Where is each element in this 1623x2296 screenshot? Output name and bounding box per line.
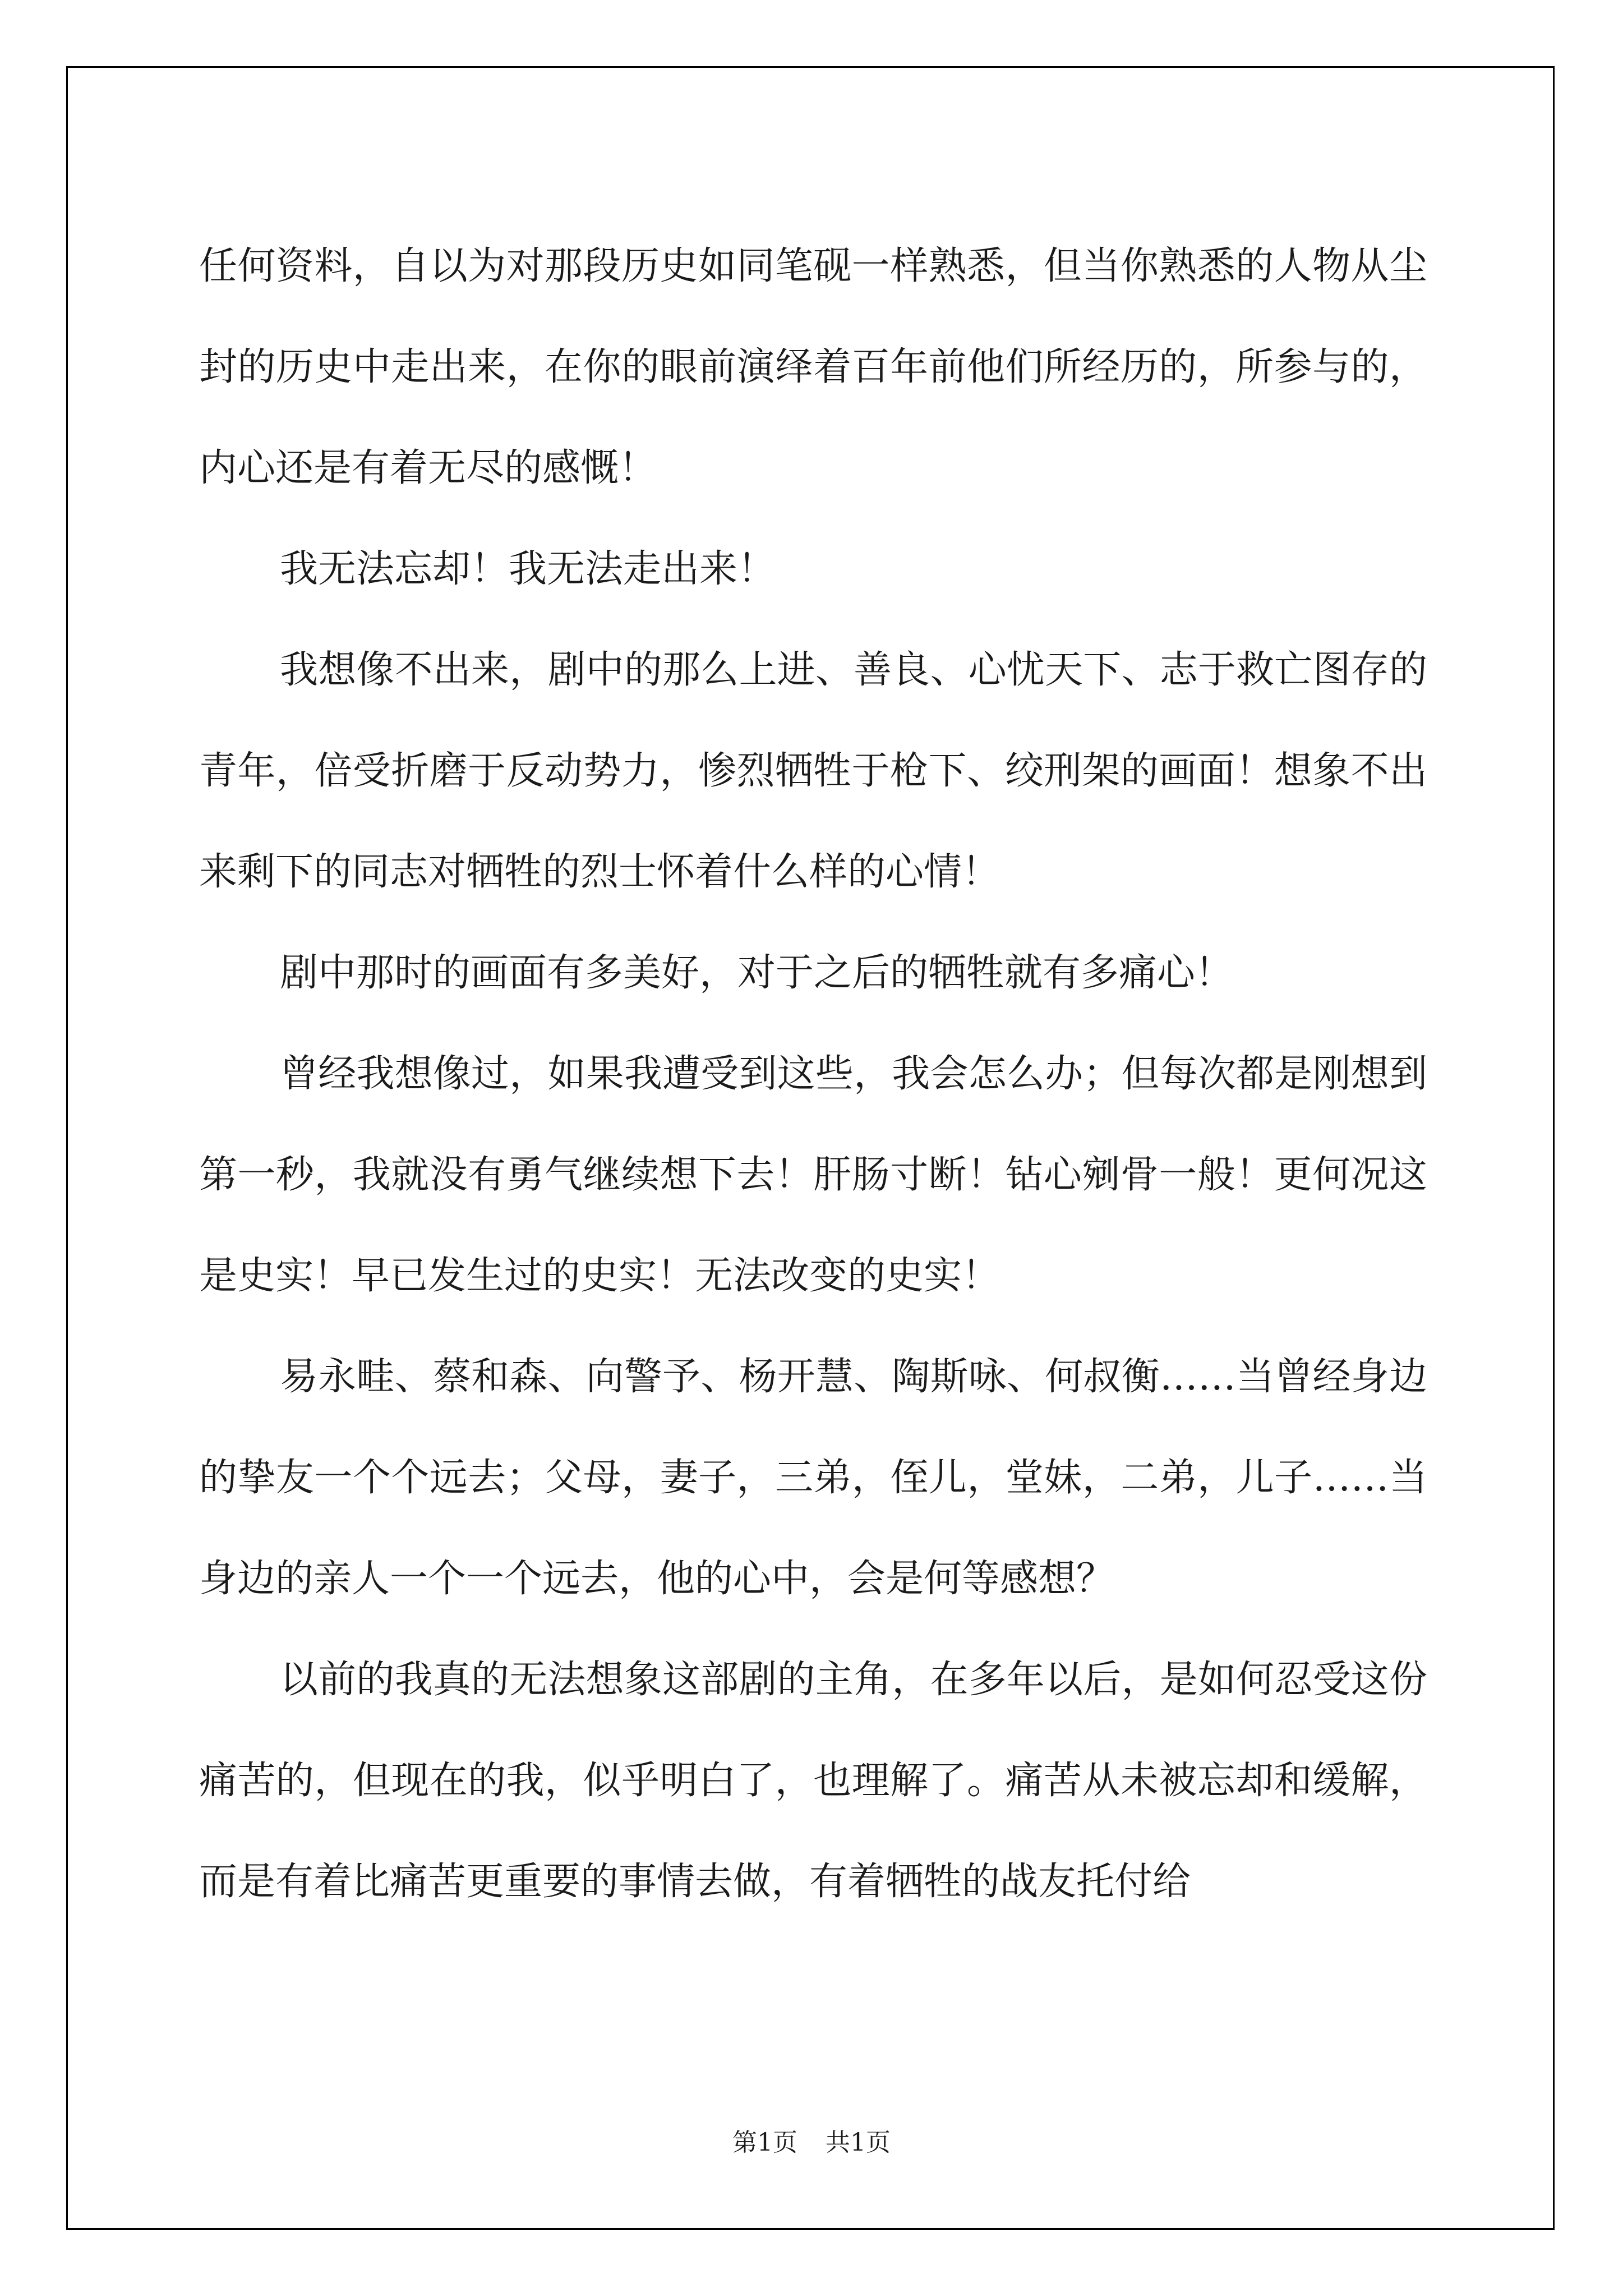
page-number-total: 共1页 xyxy=(826,2128,891,2157)
paragraph-5: 曾经我想像过，如果我遭受到这些，我会怎么办；但每次都是刚想到第一秒，我就没有勇气继续想下去！肝肠寸断！钻心剜骨一般！更何况这是史实！早已发生过的史实！无法改变的史实！ xyxy=(199,1052,1427,1298)
paragraph-2: 我无法忘却！我无法走出来！ xyxy=(280,547,776,591)
paragraph-3: 我想像不出来，剧中的那么上进、善良、心忧天下、志于救亡图存的青年，倍受折磨于反动势力，惨烈牺牲于枪下、绞刑架的画面！想象不出来剩下的同志对牺牲的烈士怀着什么样的心情！ xyxy=(199,648,1427,894)
document-body xyxy=(199,216,1427,1932)
paragraph-7: 以前的我真的无法想象这部剧的主角，在多年以后，是如何忍受这份痛苦的，但现在的我，似乎明白了，也理解了。痛苦从未被忘却和缓解，而是有着比痛苦更重要的事情去做，有着牺牲的战友托付给 xyxy=(199,1658,1427,1904)
page-number-current: 第1页 xyxy=(732,2128,797,2157)
paragraph-6: 易永畦、蔡和森、向警予、杨开慧、陶斯咏、何叔衡……当曾经身边的挚友一个个远去；父母，妻子，三弟，侄儿，堂妹，二弟，儿子……当身边的亲人一个一个远去，他的心中，会是何等感想？ xyxy=(199,1355,1427,1601)
paragraph-1: 任何资料，自以为对那段历史如同笔砚一样熟悉，但当你熟悉的人物从尘封的历史中走出来，在你的眼前演绎着百年前他们所经历的，所参与的，内心还是有着无尽的感慨！ xyxy=(199,244,1427,490)
page-footer xyxy=(0,2126,1623,2160)
paragraph-4: 剧中那时的画面有多美好，对于之后的牺牲就有多痛心！ xyxy=(280,951,1234,995)
